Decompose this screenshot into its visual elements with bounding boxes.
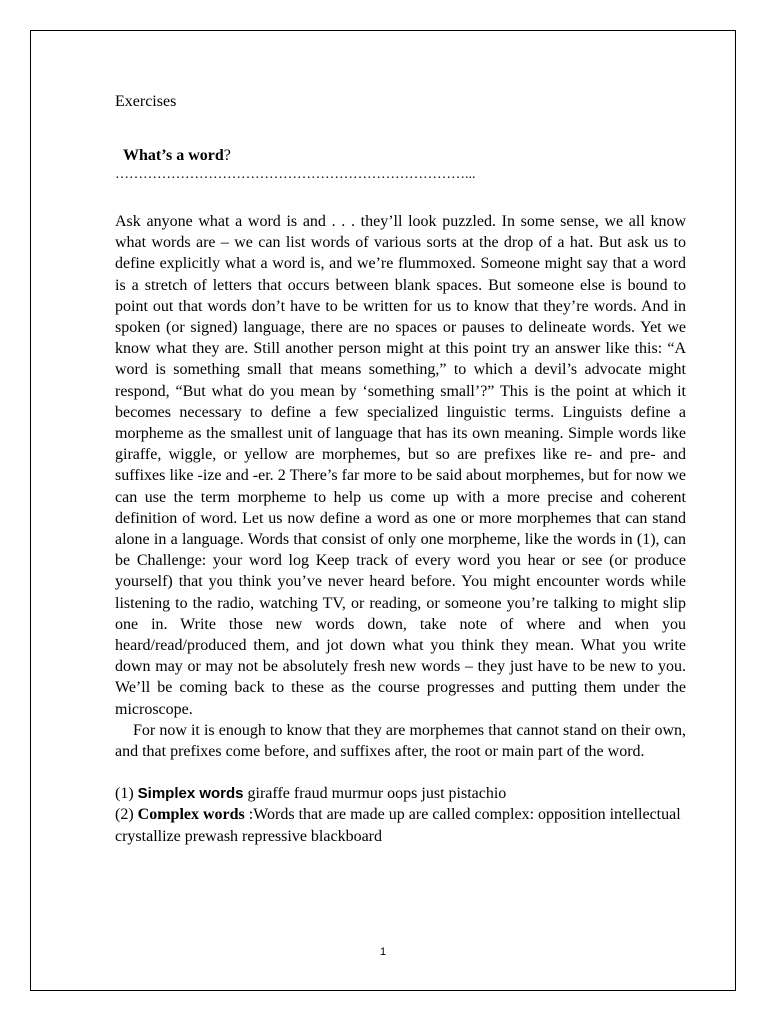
list-item-simplex (115, 783, 686, 804)
page-content (115, 93, 686, 847)
body-paragraph-2: For now it is enough to know that they are morphemes that cannot stand on their own, and that prefixes come before, and suffixes after, the root or main part of the word. (115, 721, 686, 761)
list-item-label: Complex words (137, 806, 245, 824)
list-item-complex (115, 804, 686, 846)
list-item-label: Simplex words (137, 785, 244, 803)
exercise-title-question-mark: ? (223, 147, 231, 164)
list-item-number: (2) (115, 806, 138, 824)
list-item-text: giraffe fraud murmur oops just pistachio (243, 785, 507, 803)
document-page (30, 30, 736, 991)
exercise-title (123, 147, 686, 165)
exercise-title-bold: What’s a word (123, 147, 224, 164)
list-item-number: (1) (115, 785, 138, 803)
dotted-rule: …………………………………………………………………... (115, 167, 476, 182)
section-heading: Exercises (115, 93, 177, 110)
page-number: 1 (379, 946, 387, 958)
list-item-text: :Words that are made up are called complex: opposition intellectual crystallize prewash repressive blackboard (115, 806, 681, 845)
body-paragraph-1: Ask anyone what a word is and . . . they’ll look puzzled. In some sense, we all know what words are – we can list words of various sorts at the drop of a hat. But ask us to define explicitly what a word is, and we’re flummoxed. Someone might say that a word is a stretch of letters that occurs between blank spaces. But someone else is bound to point out that words don’t have to be written for us to know that they’re words. And in spoken (or signed) language, there are no spaces or pauses to delineate words. Yet we know what they are. Still another person might at this point try an answer like this: “A word is something small that means something,” to which a devil’s advocate might respond, “But what do you mean by ‘something small’?” This is the point at which it becomes necessary to define a few specialized linguistic terms. Linguists define a morpheme as the smallest unit of language that has its own meaning. Simple words like giraffe, wiggle, or yellow are morphemes, but so are prefixes like re- and pre- and suffixes like -ize and -er. 2 There’s far more to be said about morphemes, but for now we can use the term morpheme to help us come up with a more precise and coherent definition of word. Let us now define a word as one or more morphemes that can stand alone in a language. Words that consist of only one morpheme, like the words in (1), can be Challenge: your word log Keep track of every word you hear or see (or produce yourself) that you think you’ve never heard before. You might encounter words while listening to the radio, watching TV, or reading, or someone you’re talking to might slip one in. Write those new words down, take note of where and when you heard/read/produced them, and jot down what you think they mean. What you write down may or may not be absolutely fresh new words – they just have to be new to you. We’ll be coming back to these as the course progresses and putting them under the microscope. (115, 213, 686, 718)
example-list (115, 783, 686, 847)
